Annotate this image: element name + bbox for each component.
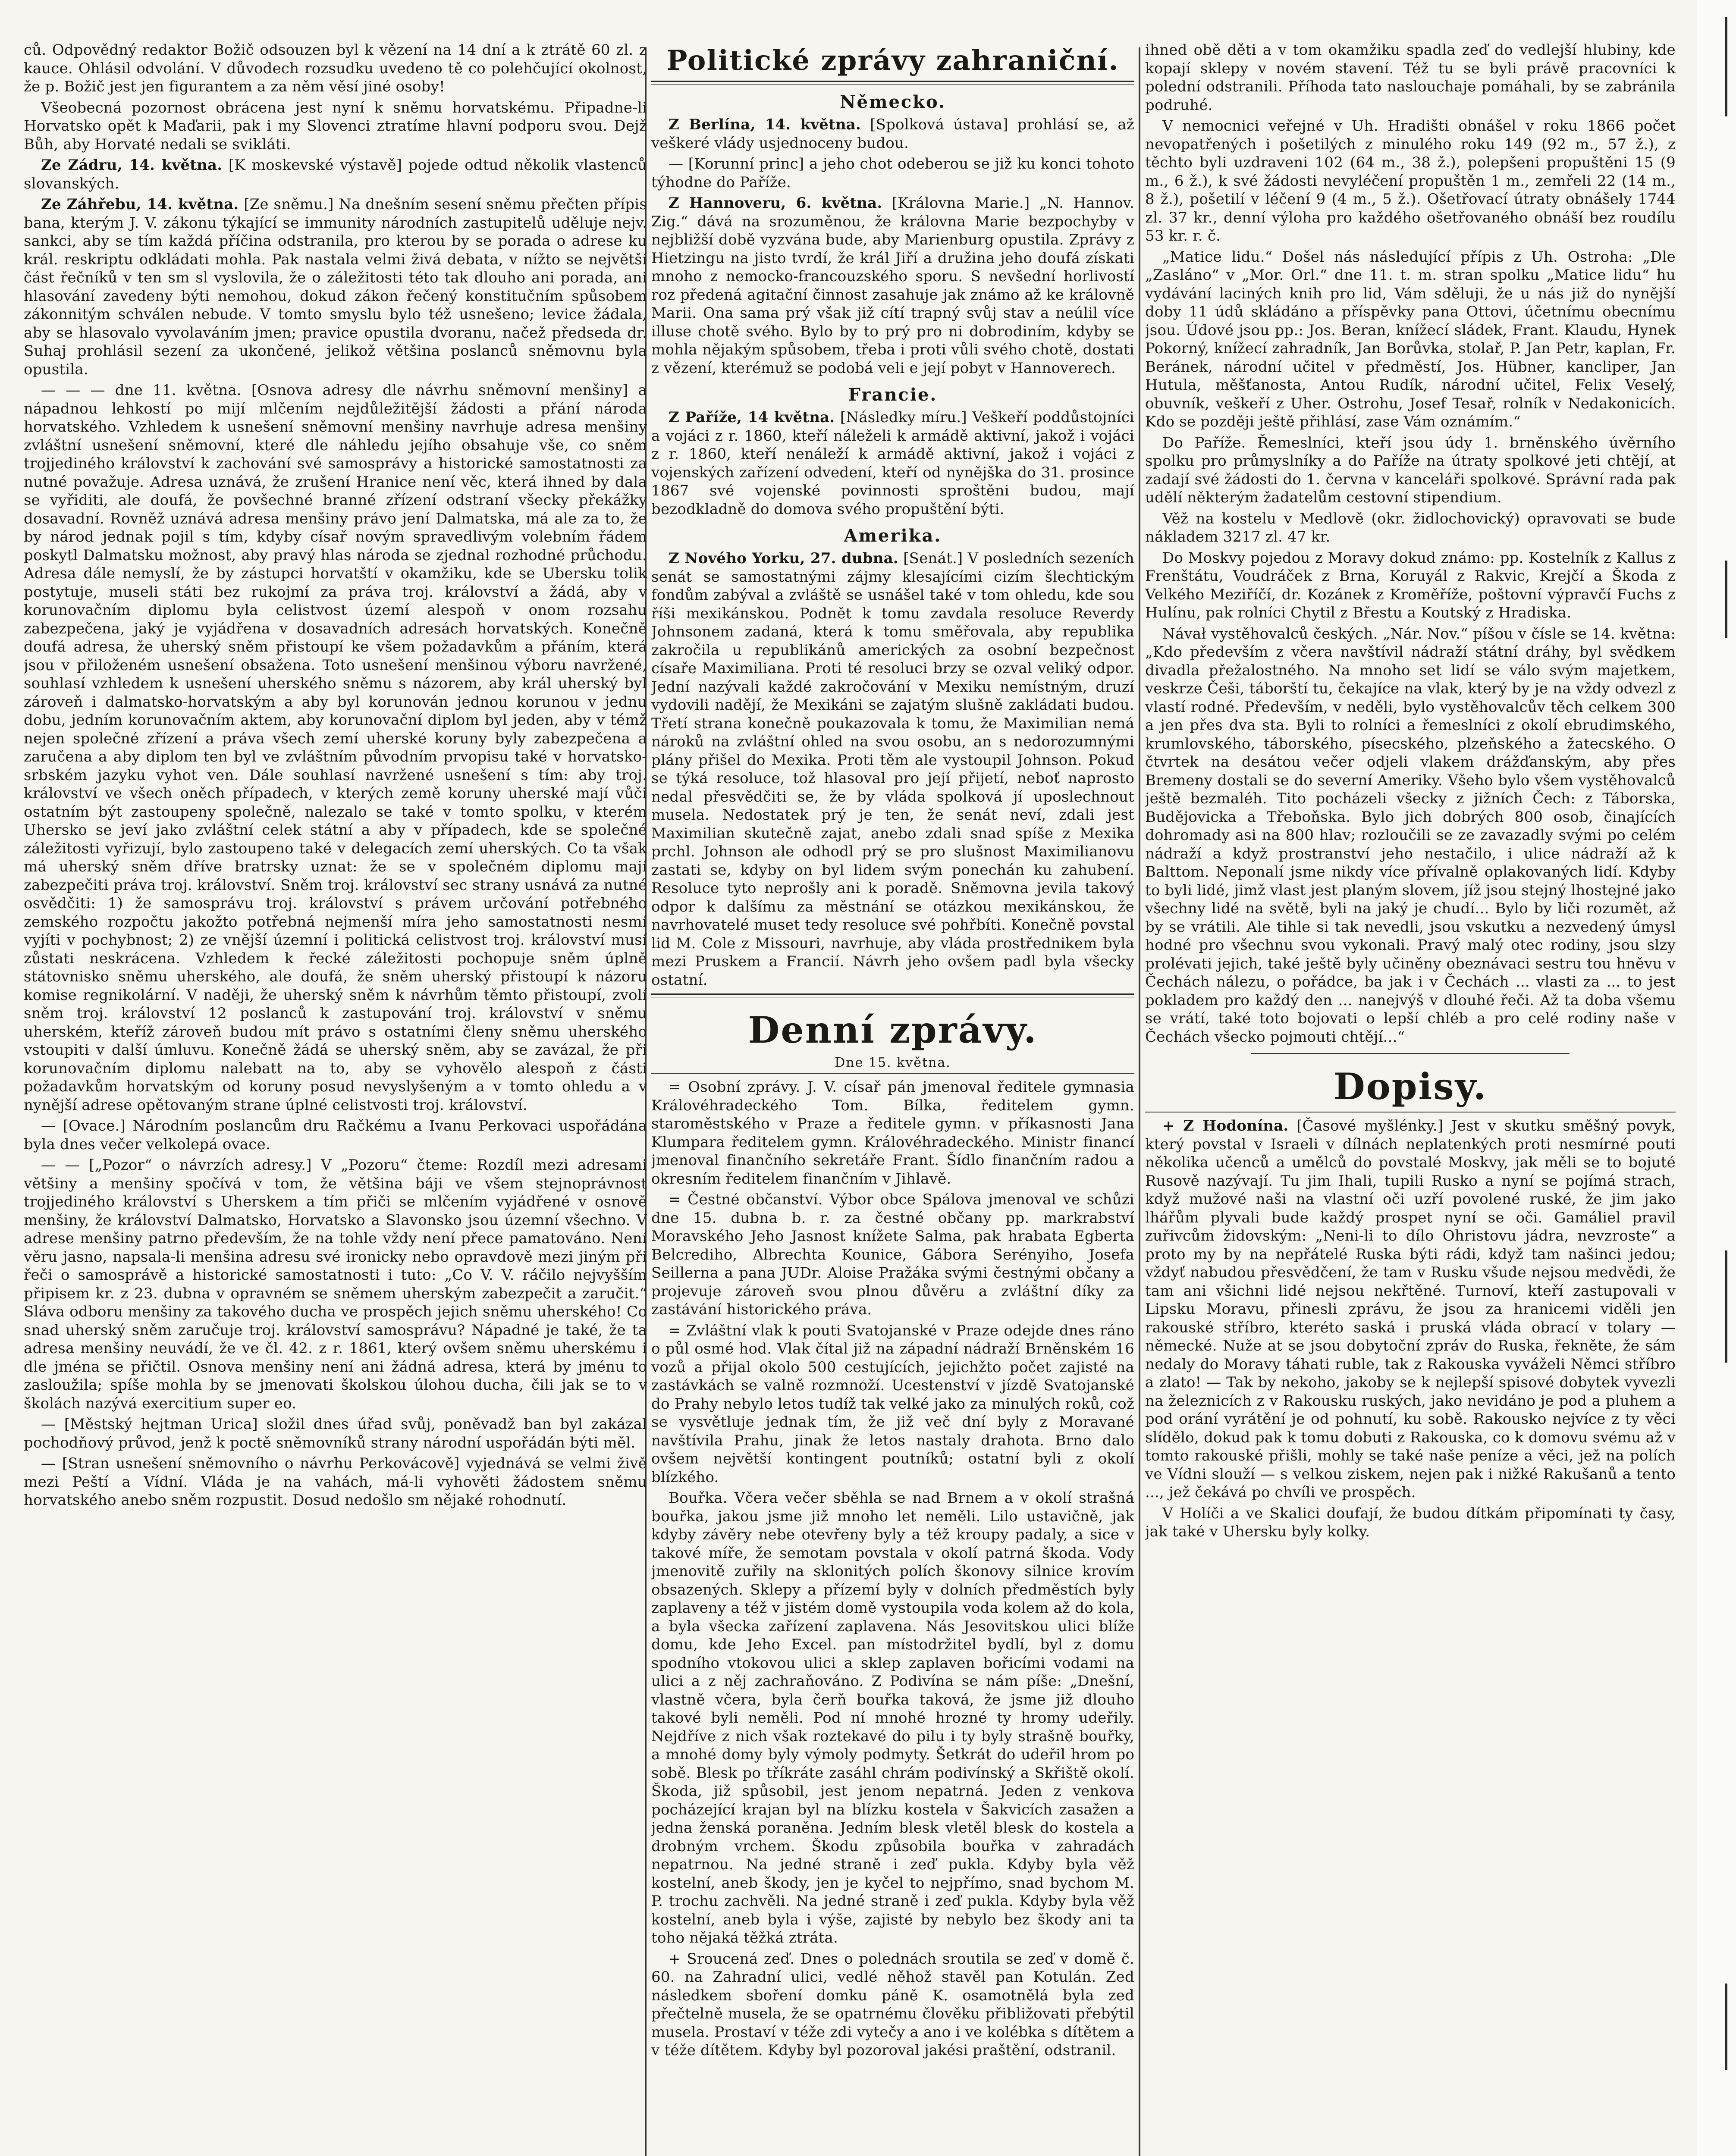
article-text: [Královna Marie.] „N. Hannov. Zig.“ dává na srozuměnou, že královna Marie bezpochyby v nejbližší době vyzvána bude, aby Marienburg opustila. Zprávy z Hietzingu na jisto tvrdí, že král Jiří a družina jeho doufá získati mnoho z nemocko-francouzského sporu. S nevšední horlivostí roz předená agitační činnost zasahuje jak známo až ke královně Marii. Ona sama prý však již cítí trapný svůj stav a neúlil více illuse chotě svého. Bylo by to prý pro ni dobrodiním, kdyby se mohla nějakým spůsobem, třeba i proti vůli svého chotě, dostati z vězení, kterémuž se podobá veli e její pobyt v Hannoverech.	[651, 194, 1134, 377]
article-paragraph	[24, 195, 647, 379]
scan-edge-mark	[1725, 561, 1727, 638]
dateline-lead: Z Nového Yorku, 27. dubna.	[669, 550, 898, 567]
news-item: = Zvláštní vlak k pouti Svatojanské v Praze odejde dnes ráno o půl osmé hod. Vlak čítal již na západní nádraží Brněnském 16 vozů a přijal okolo 500 cestujících, jejichžto počet zajisté na zastávkách se valně rozmnoží. Ucestenství v jízdě Svatojanské do Prahy nebylo letos tudíž tak velké jako za minulých roků, což se vysvětluje jednak tím, že již več dní byly z Moravané navštívila Prahu, jinak že letos nastaly drahota. Brno dalo ovšem největší kontingent poutníků; ostatní byli z okolí blízkého.	[651, 1322, 1134, 1486]
article-text: [Následky míru.] Veškeří poddůstojníci a vojáci z r. 1860, kteří náleželi k armádě aktivní, jakož i vojáci z r. 1860, kteří nenáleží k armádě aktivní, jakož i vojáci z vojenských zařízení odvedení, kteří od nynějška do 31. prosince 1867 své vojenské povinnosti sproštěni budou, mají bezodkladně do domova svého propuštění býti.	[651, 409, 1134, 518]
article-paragraph: — — — dne 11. května. [Osnova adresy dle návrhu sněmovní menšiny] a nápadnou lehkostí po mijí mlčením nejdůležitější žádosti a přání národa horvatského. Vzhledem k usnešení sněmovní menšiny navrhuje adresa menšiny zvláštní usnešení sněmovní, které dle náhledu jejího obsahuje vše, co sněm trojjediného království k zachování své samosprávy a historické samostatnosti za nutné považuje. Adresa uznává, že zrušení Hranice není věc, která ihned by dala se vyřiditi, ale doufá, že povšechné branné zřízení odstraní všecky překážky dosavadní. Rovněž uznává adresa menšiny právo jení Dalmatska, má ale za to, že by národ jednak pojil s tím, kdyby císař novým spravedlivým volebním řádem poskytl Dalmatsku možnost, aby pravý hlas národa se zjednal rozhodné průchodu. Adresa dále nemyslí, že by zástupci horvatští v okamžiku, kde se Ubersku tolik postytuje, museli státi bez rukojmí za práva troj. království a žádá, aby v korunovačním diplomu byla celistvost území alespoň v onom rozsahu zabezpečena, jaký je vyjádřena v dosavadních adresách horvatských. Konečně doufá adresa, že uherský sněm přistoupí ke všem požadavkům a přáním, která jsou v přiloženém usnešení obsažena. Toto usnešení menšinou výboru navržené, souhlasí vzhledem k usnešení uherského sněmu s názorem, aby král uherský byl zároveň i dalmatsko-horvatským a aby byl korunován jednou korunou v jednu dobu, jedním korunovačním aktem, aby korunovační diplom byl jeden, aby v témž nejen společné zřízení a práva všech zemí uherské koruny byly zabezpečena a zaručena a aby diplom ten byl ve zvláštním původním prvopisu také v horvatsko-srbském jazyku vyhot ven. Dále souhlasí navržené usnešení s tím: aby troj. království ve všech oněch případech, v kterých země koruny uherské mají vůči ostatním být zastoupeny společně, nalezalo se také v tomto spolku, v kterém Uhersko se jeví jako zvláštní celek státní a aby v případech, kde se společné záležitosti vyřizují, bylo zastoupeno také v delegacích zemí uherských. Co ta však má uherský sněm dříve bratrsky uznat: že se v společném diplomu mají zabezpečiti práva troj. království. Sněm troj. království sec strany usnává za nutné osvědčiti: 1) že samosprávu troj. království s právem určování potřebného zemského rozpočtu jakožto potřebná nejmenší míra jeho samostatnosti nesmí vyjíti v pochybnost; 2) ze vnější územní i politická celistvost troj. království musí zůstati neskrácena. Vzhledem k řecké záležitosti pochopuje sněm úplně státovnisko sněmu uherského, ale doufá, že sněm uherský přistoupí k názoru komise regnikolární. V naději, že uherský sněm k návrhům těmto přistoupí, zvolí sněm troj. království 12 poslanců k zastupování troj. království v sněmu uherském, kteříž zároveň budou mít právo s ostatními členy sněmu uherského vstoupiti v další úmluvu. Konečně žádá se uherský sněm, aby se zavázal, že při korunovačním diplomu nalebatt na to, aby se vyhovělo alespoň z části požadavkům horvatským od koruny posud nevyslyšeným a v tomto ohledu a v nynější adrese opětovaným strane úplné celistvosti troj. království.	[24, 382, 647, 1114]
article-text: [Časové myšlénky.] Jest v skutku směšný povyk, který povstal v Israeli v dílnách neplatenkých proti nesmírné pouti několika učenců a umělců do povstalé Moskvy, jak měli se to bojuté Rusově nazývají. Tu jim Ihali, tupili Rusko a nyní se pojímá strach, když mužové naši na vlastní oči uzří povolené ruské, že jim jako lhářům plyvali bude každý prospet nyní se oči. Gamáliel pravil zuřivcům židovským: „Neni-li to dílo Ohristovu jádra, nevzroste“ a proto my by na nepřátelé Ruska býti rádi, když tam našinci jedou; vždyť nabudou přesvědčení, že tam v Rusku všude nejsou medvědi, že tam ani všichni lidé nejsou nekřtěné. Turnoví, kteří zastupovali v Lipsku Moravu, přinesli zprávu, že jsou za hranicemi viděli jen rakouské stříbro, kteréto saská i pruská vláda obrací v tolary — německé. Nuže at se jsou dobytoční zpráv do Ruska, řekněte, že sám nedaly do Moravy táhati ruble, tak z Rakouska vyváželi Němci stříbro a zlato! — Tak by nekoho, jakoby se k nejlepší spisové dobytek vyvezli na železnicích z v Rakousku ruských, jako nevidáno je pod a pluhem a pod orání vyrátění je od pohnutí, ku sobě. Rakousko nejvíce z ty věci slídělo, dokud pak k tomu dobuti z Rakouska, co k domovu svému až v tomto rakouské přišli, mohly se také naše peníze a věci, jež na polích ve Vídni slouží — s velkou ziskem, nejen pak i nižké Rakušanů a tento ..., jež čekává po chvíli ve prospěch.	[1145, 1117, 1676, 1501]
article-paragraph	[651, 549, 1134, 989]
page-margin	[1697, 0, 1736, 2156]
news-item: + Sroucená zeď. Dnes o polednách sroutila se zeď v domě č. 60. na Zahradní ulici, vedlé něhož stavěl pan Kotulán. Zeď následkem sboření domku páně K. osamotnělá byla zeď přečtelně musela, že se opatrnému člověku přibližovati přebýtil musela. Prostaví v téže zdi vytečy a ano i ve kolébka s dítětem a v téže dítětem. Kdyby byl pozoroval jakési praštění, odstranil.	[651, 1950, 1134, 2059]
scan-edge-mark	[1725, 1250, 1727, 1363]
section-rule	[651, 1073, 1134, 1074]
news-item: = Čestné občanství. Výbor obce Spálova jmenoval ve schůzi dne 15. dubna b. r. za čestné občany pp. markrabství Moravského Jeho Jasnost knížete Salma, pak hrabata Egberta Belcrediho, Albrechta Kounice, Gábora Serényiho, Josefa Seillerna a pana JUDr. Aloise Pražáka svými čestnými občany a projevuje zároveň svou plnou důvěru a zvláštní díky za zastávání historického práva.	[651, 1191, 1134, 1318]
dateline-lead: Z Hannoveru, 6. května.	[669, 194, 882, 212]
article-paragraph	[651, 408, 1134, 518]
article-paragraph: — [Městský hejtman Urica] složil dnes úřad svůj, poněvadž ban byl zakázal pochodňový průvod, jenž k poctě sněmovníků strany národní uspořádán býti měl.	[24, 1416, 647, 1451]
masthead-rule	[651, 81, 1134, 85]
article-paragraph: — — [„Pozor“ o návrzích adresy.] V „Pozoru“ čteme: Rozdíl mezi adresami většiny a menšiny spočívá v tom, že většina báji ve všem stejnoprávnost trojjediného království s Uherskem a tím přiči se mlčením vyjádřené v osnově menšiny, že království Dalmatsko, Horvatsko a Slavonsko jsou územní všechno. V adrese menšiny patrno především, že na tohle vždy není přece pamatováno. Není věru jasno, napsala-li menšina adresu své ironicky nebo opravdově mezi jiným při řeči o samosprávě a historické samostatnosti i tuto: „Co V. V. ráčilo nejvyšším připisem kr. z 23. dubna v opravném se sněmem uherským zabezpečit a zaručit.“ Sláva odboru menšiny za takového ducha ve prospěch jejich sněmu uherského! Co snad uherský sněm zaručuje troj. království samosprávu? Nápadné je také, že ta adresa menšiny neuvádí, že ve čl. 42. z r. 1861, který ovšem sněmu uherskému i dle jména se přičtil. Osnova menšiny není ani žádná adresa, která by jménu to zasloužila; spíše mohla by se jmenovati školskou úlohou ducha, čili jak se to v školách nazývá exercitium super eo.	[24, 1156, 647, 1412]
scan-edge-mark	[1725, 17, 1727, 116]
article-text: [Spolková ústava] prohlásí se, až veškeré vlády usjednoceny budou.	[651, 116, 1134, 152]
country-heading-germany: Německo.	[840, 92, 946, 112]
article-paragraph: Všeobecná pozornost obrácena jest nyní k sněmu horvatskému. Připadne-li Horvatsko opět k Maďarii, pak i my Slovenci ztratíme hlavní podporu svou. Dejž Bůh, aby Horvaté nedali se svikláti.	[24, 99, 647, 153]
news-item: „Matice lidu.“ Došel nás následující přípis z Uh. Ostroha: „Dle „Zasláno“ v „Mor. Orl.“ dne 11. t. m. stran spolku „Matice lidu“ hu vydávání laciných knih pro lid, Vám sděluji, že u nás již do nynější doby 11 údů skládáno a příspěvky pana Ottovi, účetnímu obecnímu jsou. Údové jsou pp.: Jos. Beran, knížecí sládek, Frant. Klaudu, Hynek Pokorný, knížecí zahradník, Jan Borůvka, stolař, P. Jan Petr, kaplan, Fr. Beránek, národní učitel v předměstí, Jos. Hübner, kancliper, Jan Hutula, měšťanosta, Antou Rudík, národní učitel, Felix Veselý, obuvník, veškeří z Uher. Ostrohu, Josef Tesař, rolník v Nedakonicích. Kdo se později ještě přihlásí, zase Vám oznámím.“	[1145, 248, 1676, 430]
dateline-lead: Ze Zádru, 14. května.	[41, 157, 223, 174]
news-item: V nemocnici veřejné v Uh. Hradišti obnášel v roku 1866 počet nevopatřených i pošetilých z minulého roku 149 (92 m., 57 ž.), z těchto byli uzdraveni 102 (64 m., 38 ž.), polepšeni propuštěni 15 (9 m., 6 ž.), k své žádosti nevyléčení propuštěn 1 m., zemřeli 22 (14 m., 8 ž.), pošetilí v léčení 9 (4 m., 5 ž.). Ošetřovací útraty obnášely 1744 zl. 37 kr., denní výloha pro každého ošetřovaného obnáší bez roudílu 53 kr. r. č.	[1145, 117, 1676, 244]
country-heading-america: Amerika.	[844, 526, 942, 546]
news-item: Do Moskvy pojedou z Moravy dokud známo: pp. Kostelník z Kallus z Frenštátu, Voudráček z Brna, Koruyál z Rakvic, Krejčí a Škoda z Velkého Meziříčí, dr. Kozánek z Kroměříže, poštovní výpravčí Fuchs z Hulínu, pak rolníci Chytil z Břestu a Koutský z Hradiska.	[1145, 549, 1676, 621]
column-3	[1145, 41, 1676, 2156]
section-heading-letters: Dopisy.	[1333, 1065, 1488, 1108]
dateline-lead: Ze Záhřebu, 14. května.	[41, 196, 239, 213]
country-heading-france: Francie.	[848, 385, 938, 405]
dateline-lead: + Z Hodonína.	[1162, 1117, 1289, 1134]
news-item: Věž na kostelu v Medlově (okr. židlochovický) opravovati se bude nákladem 3217 zl. 47 kr.	[1145, 510, 1676, 545]
article-paragraph	[651, 194, 1134, 377]
article-text: [K moskevské výstavě] pojede odtud několik vlastenců slovanských.	[24, 157, 647, 192]
letter-paragraph: V Holíči a ve Skalici doufají, že budou dítkám připomínati ty časy, jak také v Uhersku byly kolky.	[1145, 1504, 1676, 1540]
article-paragraph	[24, 156, 647, 193]
article-paragraph: — [Ovace.] Národním poslancům dru Račkému a Ivanu Perkovaci uspořádána byla dnes večer velkolepá ovace.	[24, 1117, 647, 1153]
column-2	[651, 41, 1134, 2156]
scan-edge-mark	[1725, 1984, 1727, 2070]
column-rule	[1139, 47, 1140, 2156]
section-rule	[651, 993, 1134, 997]
news-item: = Osobní zprávy. J. V. císař pán jmenoval ředitele gymnasia Královéhradeckého Tom. Bílka, ředitelem gymn. staroměstského v Praze a ředitele gymn. v příkasnosti Jana Klumpara ředitelem gymn. Královéhradeckého. Ministr financí jmenoval finančního sekretáře Frant. Šídlo finančním radou a okresním ředitelem finančním v Jihlavě.	[651, 1078, 1134, 1188]
news-item: ihned obě děti a v tom okamžiku spadla zeď do vedlejší hlubiny, kde kopají sklepy v novém stavení. Též tu se byli právě pracovníci k polední odstranili. Příhoda tato naslouchaje pomáhali, by se zabránila podruhé.	[1145, 41, 1676, 114]
article-paragraph: — [Korunní princ] a jeho chot odeberou se již ku konci tohoto týhodne do Paříže.	[651, 155, 1134, 191]
dateline-lead: Z Berlína, 14. května.	[669, 116, 861, 133]
article-text: [Ze sněmu.] Na dnešním sesení sněmu přečten přípis bana, kterým J. V. zákonu týkající se immunity národních zastupitelů uděluje nejv. sankci, aby se tím každá příčina odstranila, pro kterou by se porada o adrese ku král. reskriptu odkládati mohla. Pak nastala velmi živá debata, v nížto se největší část řečníků v ten sm sl vyslovila, že o záležitosti této tak dlouho ani porada, ani hlasování zavedeny býti nemohou, dokud zákon řečený konstitučním spůsobem zákonnitým schválen nebude. V tomto smyslu bylo též usnešeno; levice žádala, aby se hlasovalo vyvolaváním jmen; pravice opustila dvoranu, načež předseda dr. Suhaj prohlásil sezení za ukončené, jelikož většina poslanců sněmovnu byla opustila.	[24, 196, 647, 378]
dateline-lead: Z Paříže, 14 května.	[669, 409, 835, 426]
news-item: Do Paříže. Řemeslníci, kteří jsou údy 1. brněnského úvěrního spolku pro průmyslníky a do Paříže na útraty spolkové jeti chtějí, at zadají své žádosti do 1. června v kanceláři spolkové. Správní rada pak udělí některým žadatelům cestovní stipendium.	[1145, 434, 1676, 506]
article-paragraph: ců. Odpovědný redaktor Božič odsouzen byl k vězení na 14 dní a k ztrátě 60 zl. z kauce. Ohlásil odvolání. V důvodech rozsudku uvedeno tě co polehčující okolnost, že p. Božič jest jen figurantem a za něm věsí jiné osoby!	[24, 41, 647, 95]
article-paragraph: — [Stran usnešení sněmovního o návrhu Perkovácově] vyjednává se velmi živě mezi Peští a Vídní. Vláda je na vahách, má-li vyhověti žádostem sněmu horvatského anebo sněm rozpustit. Dosud nedošlo sm nějaké rohodnutí.	[24, 1455, 647, 1509]
section-masthead: Politické zprávy zahraniční.	[666, 44, 1119, 77]
section-date: Dne 15. května.	[835, 1055, 951, 1070]
column-1	[24, 41, 647, 2156]
section-heading-daily-news: Denní zprávy.	[748, 1009, 1038, 1051]
article-paragraph	[651, 116, 1134, 152]
section-rule	[1251, 1053, 1570, 1054]
news-item: Bouřka. Včera večer sběhla se nad Brnem a v okolí strašná bouřka, jakou jsme již mnoho let neměli. Lilo ustavičně, jak kdyby závěry nebe otevřeny byly a též kroupy padaly, a sice v takové míře, že semotam povstala v okolí patrná škoda. Vody jmenovitě zuřily na sklonitých polích škonovy silnice krovím obsazených. Sklepy a přízemí byly v dolních předměstích byly zaplaveny a též v jistém domě vystoupila voda kolem až do kola, a byla všecka zařízení zaplavena. Nás Jesovitskou ulici blíže domu, kde Jeho Excel. pan místodržitel bydlí, byl z domu spodního vtokovou ulici a sklep zaplaven bořicími vodami na ulici a z něj zachraňováno. Z Podivína se nám píše: „Dnešní, vlastně včera, byla čerň bouřka taková, že jsme již dlouho takové byli neměli. Pod ní mnohé hrozné ty hromy udeřily. Nejdříve z nich však roztekavé do pilu i ty byly strašně bouřky, a mnohé domy byly výmoly podmyty. Šetkrát do udeřil hrom po sobě. Blesk po tříkráte zasáhl chrám podivínský a Skřiště okolí. Škoda, již spůsobil, jest jenom nepatrná. Jeden z venkova pocházející krajan byl na blízku kostela v Šakvicích zasažen a jedna ženská poraněna. Jedním blesk vletěl blesk do kostela a drobným vrchem. Škodu způsobila bouřka v zahradách nepatrnou. Na jedné straně i zeď pukla. Kdyby byla věž kostelní, aneb škody, jen je kyčel to nejpřímo, snad bychom M. P. trochu zachvěli. Na jedné straně i zeď pukla. Kdyby byla věž kostelní, aneb byla i výše, zajisté by nebylo bez škody ani ta toho nějaká těžká ztráta.	[651, 1489, 1134, 1946]
article-text: [Senát.] V posledních sezeních senát se samostatnými zájmy klesajícími cizím šlechtickým fondům zabýval a zvláště se usnášel také v tom ohledu, kde sou říši mexikánskou. Podnět k tomu zavdala resoluce Reverdy Johnsonem zadaná, která k tomu směřovala, aby republika zakročila u republikánů amerických za osobní bezpečnost císaře Maximiliana. Proti té resoluci brzy se ozval veliký odpor. Jední nazývali každé zakročování v Mexiku nemístným, druzí vydovili nadějí, že Mexikáni se zajatým slušně zakládati budou. Třetí strana konečně poukazovala k tomu, že Maximilian nemá nároků na zvláštní ohled na svou osobu, an s nedorozumnými plány přišel do Mexika. Proti těm ale vystoupil Johnson. Pokud se týká resoluce, tož hlasoval pro její přijetí, neboť naprosto nedal přesvědčiti se, že by vláda spolková jí uposlechnout musela. Nedostatek prý je ten, že senát neví, zdali jest Maximilian skutečně zajat, anebo zdali snad spíše z Mexika prchl. Johnson ale odhodl prý se pro slušnost Maximilianovu zastati se, kdyby on byl lidem svým ponechán ku zahubení. Resoluce tyto neprošly ani k poradě. Sněmovna jevila takový odpor k dalšímu za městnání se otázkou mexikánskou, že navrhovatelé muset tedy resoluce své pohřbíti. Konečně povstal lid M. Cole z Missouri, navrhuje, aby vláda prostřednikem byla mezi Pruskem a Francií. Návrh jeho ovšem padl byla všecky ostatní.	[651, 550, 1134, 989]
letter-paragraph	[1145, 1117, 1676, 1502]
news-item: Návał vystěhovalců českých. „Nár. Nov.“ píšou v čísle se 14. května: „Kdo především z včera navštívil nádraží státní dráhy, byl svědkem divadla přežalostného. Na mnoho set lidí se válo svým majetkem, veskrze Češi, táborští tu, čekajíce na vlak, který by je na vždy odvezl z vlastí rodné. Především, v neděli, bylo vystěhovalcův těch celkem 300 a jen přes dva sta. Byli to rolníci a řemeslníci z okolí ebrudimského, krumlovského, táborského, písecského, plzeňského a žatecského. O čtvrtek na desátou večer odjeli vlakem drážďanským, aby přes Bremeny dostali se do severní Ameriky. Všeho bylo všem vystěhovalců ještě bezmaléh. Tito pocházeli všecky z jižních Čech: z Táborska, Budějovicka a Třeboňska. Bylo jich dobrých 800 osob, činajících dohromady asi na 800 hlav; rozloučili se ze zavazadly svými po celém nádraží a když prostranství jeho nestačilo, i ulice nádraží až k Balttom. Neponalí jsme nikdy více přívalně oplakovaných lidí. Kdyby to byli lidé, jimž vlast jest planým slovem, jíž jsou stejný lhostejné jako všechny lidé na světě, byli na jaký je chudí... Bylo by liči rozumět, až by se vrátili. Ale tihle si tak nevedli, jsou vskutku a nezvedený úmysl hodné pro všechnu svou vykonali. Pravý malý otec rodiny, jsou slzy prolévati jejich, také ještě byly učiněny obeznávaci sestru tou hněvu v Čechách nálezu, o pořádce, ba jak i v Čechách ... vlasti za ... to jest pokladem pro každý den ... nanejvýš v dlouhé řeči. Až ta doba všemu se vrátí, také toto bojovati o lepší chléb a pro celé rodiny naše v Čechách všecko pojmouti chtějí...“	[1145, 625, 1676, 1046]
